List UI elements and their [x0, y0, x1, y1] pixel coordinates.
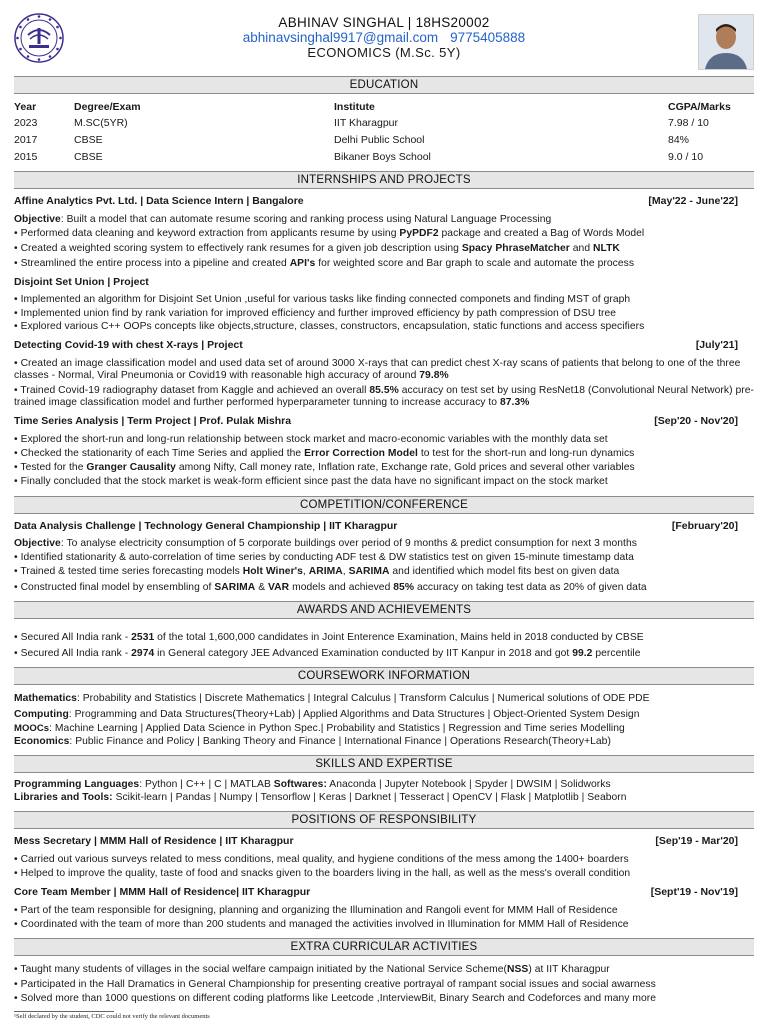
section-coursework: COURSEWORK INFORMATION	[14, 667, 754, 685]
footnote-rule	[14, 1011, 114, 1012]
candidate-name: ABHINAV SINGHAL | 18HS20002	[278, 15, 490, 30]
edu-cgpa: 9.0 / 10	[668, 151, 704, 163]
competition-objective: Objective: To analyse electricity consumption of 5 corporate buildings over period of 9 months & predict consumption for next 3 months	[14, 538, 637, 549]
edu-year: 2023	[14, 117, 38, 129]
header-year: Year	[14, 101, 37, 113]
project-title	[14, 276, 754, 288]
bullet-item: • Finally concluded that the stock market is weak-form efficient since past the data have no significant impact on the stock market	[14, 476, 608, 487]
position-title-text: Core Team Member | MMM Hall of Residence| IIT Kharagpur	[14, 886, 311, 898]
coursework-line: Economics: Public Finance and Policy | Banking Theory and Finance | International Finance | Operations Research(Theory+Lab)	[14, 736, 611, 747]
edu-degree: CBSE	[74, 134, 103, 146]
coursework-line: Mathematics: Probability and Statistics | Discrete Mathematics | Integral Calculus | Transform Calculus | Numerical solutions of ODE PDE	[14, 693, 650, 704]
bullet-item: • Participated in the Hall Dramatics in General Championship for presenting creative portrayal of rampant social issues and social awarness	[14, 979, 656, 990]
coursework-line: Computing: Programming and Data Structures(Theory+Lab) | Applied Algorithms and Data Structures | Object-Oriented System Design	[14, 709, 640, 720]
competition-title-text: Data Analysis Challenge | Technology General Championship | IIT Kharagpur	[14, 520, 398, 532]
header-cgpa: CGPA/Marks	[668, 101, 731, 113]
bullet-item: • Secured All India rank - 2974 in General category JEE Advanced Examination conducted by IIT Kanpur in 2018 and got 99.2 percentile	[14, 648, 641, 659]
project-title-text: Detecting Covid-19 with chest X-rays | Project	[14, 339, 243, 351]
skills-line: Libraries and Tools: Scikit-learn | Pandas | Numpy | Tensorflow | Keras | Darknet | Tesseract | OpenCV | Flask | Matplotlib | Seaborn	[14, 792, 627, 803]
section-positions: POSITIONS OF RESPONSIBILITY	[14, 811, 754, 829]
project-title	[14, 339, 754, 351]
project-title	[14, 195, 754, 207]
bullet-item: • Streamlined the entire process into a pipeline and created API's for weighted score and Bar graph to scale and automate the process	[14, 258, 635, 269]
skills-line: Programming Languages: Python | C++ | C | MATLAB Softwares: Anaconda | Jupyter Notebook | Spyder | DWSIM | Solidworks	[14, 779, 611, 790]
section-extracurricular: EXTRA CURRICULAR ACTIVITIES	[14, 938, 754, 956]
section-internships: INTERNSHIPS AND PROJECTS	[14, 171, 754, 189]
bullet-item: • Explored the short-run and long-run relationship between stock market and macro-economic variables with the monthly data set	[14, 434, 608, 445]
objective-text: : Built a model that can automate resume scoring and ranking process using Natural Language Processing	[60, 214, 552, 225]
footnote: ¹Self declared by the student, CDC could not verify the relevant documents	[14, 1013, 210, 1020]
contact-line	[0, 30, 768, 45]
bullet-item: • Implemented union find by rank variation for improved efficiency and further improved efficiency by path compression of DSU tree	[14, 308, 617, 319]
bullet-item: • Performed data cleaning and keyword extraction from applicants resume by using PyPDF2 package and created a Bag of Words Model	[14, 228, 645, 239]
phone-number[interactable]: 9775405888	[450, 30, 526, 45]
bullet-item: • Checked the stationarity of each Time Series and applied the Error Correction Model to test for the short-run and long-run dynamics	[14, 448, 635, 459]
edu-institute: Bikaner Boys School	[334, 151, 431, 163]
edu-year: 2015	[14, 151, 38, 163]
header-degree: Degree/Exam	[74, 101, 141, 113]
edu-degree: M.SC(5YR)	[74, 117, 128, 129]
bullet-item: • Explored various C++ OOPs concepts like objects,structure, classes, constructors, encapsulation, static functions and access specifiers	[14, 321, 645, 332]
department: ECONOMICS (M.Sc. 5Y)	[307, 45, 461, 60]
position-date: [Sep'19 - Mar'20]	[655, 835, 738, 847]
bullet-item: • Taught many students of villages in the social welfare campaign initiated by the National Service Scheme(NSS) at IIT Kharagpur	[14, 964, 610, 975]
competition-title	[14, 520, 754, 532]
section-education: EDUCATION	[14, 76, 754, 94]
bullet-item: • Created an image classification model and used data set of around 3000 X-rays that can predict chest X-ray scans of patients that belong to one of the three classes - Normal, Viral Pneumonia or Covid19 with reasonable high accuracy of around 79.8%	[14, 358, 741, 382]
bullet-item: • Constructed final model by ensembling of SARIMA & VAR models and achieved 85% accuracy on taking test data as 20% of given data	[14, 582, 647, 593]
bullet-item: • Carried out various surveys related to mess conditions, meal quality, and hygiene conditions of the mess among the 1400+ boarders	[14, 854, 629, 865]
position-title-text: Mess Secretary | MMM Hall of Residence | IIT Kharagpur	[14, 835, 294, 847]
objective-label: Objective	[14, 214, 61, 225]
email-link[interactable]: abhinavsinghal9917@gmail.com	[242, 30, 439, 45]
bullet-item: • Trained & tested time series forecasting models Holt Winer's, ARIMA, SARIMA and identified which model fits best on given data	[14, 566, 620, 577]
section-skills: SKILLS AND EXPERTISE	[14, 755, 754, 773]
bullet-item: • Part of the team responsible for designing, planning and organizing the Illumination and Rangoli event for MMM Hall of Residence	[14, 905, 618, 916]
bullet-item: • Coordinated with the team of more than 200 students and managed the activities involved in Illumination for MMM Hall of Residence	[14, 919, 629, 930]
bullet-item: • Secured All India rank - 2531 of the total 1,600,000 candidates in Joint Enterence Examination, Mains held in 2018 conducted by CBSE	[14, 632, 644, 643]
project-title-text: Disjoint Set Union | Project	[14, 276, 149, 288]
edu-year: 2017	[14, 134, 38, 146]
project-date: [May'22 - June'22]	[648, 195, 738, 207]
section-awards: AWARDS AND ACHIEVEMENTS	[14, 601, 754, 619]
project-date: [Sep'20 - Nov'20]	[654, 415, 738, 427]
edu-cgpa: 84%	[668, 134, 690, 146]
bullet-item: • Created a weighted scoring system to effectively rank resumes for a given job description using Spacy PhraseMatcher and NLTK	[14, 243, 620, 254]
bullet-item: • Trained Covid-19 radiography dataset from Kaggle and achieved an overall 85.5% accuracy on test set by using ResNet18 (Convolutional Neural Network) pre-trained image classification model and further performed hyperparameter tunning to increase accuracy to 87.3%	[14, 385, 754, 409]
project-date: [July'21]	[695, 339, 738, 351]
section-competition: COMPETITION/CONFERENCE	[14, 496, 754, 514]
edu-institute: Delhi Public School	[334, 134, 425, 146]
header-institute: Institute	[334, 101, 375, 113]
bullet-item: • Implemented an algorithm for Disjoint Set Union ,useful for various tasks like finding connected componets and finding MST of graph	[14, 294, 631, 305]
position-title	[14, 886, 754, 898]
project-title-text: Affine Analytics Pvt. Ltd. | Data Science Intern | Bangalore	[14, 195, 304, 207]
position-title	[14, 835, 754, 847]
edu-institute: IIT Kharagpur	[334, 117, 399, 129]
bullet-item: • Identified stationarity & auto-correlation of time series by conducting ADF test & DW statistics test on given 15-minute timestamp data	[14, 552, 634, 563]
project-title-text: Time Series Analysis | Term Project | Prof. Pulak Mishra	[14, 415, 292, 427]
edu-cgpa: 7.98 / 10	[668, 117, 709, 129]
coursework-line: MOOCs: Machine Learning | Applied Data Science in Python Spec.| Probability and Statistics | Regression and Time series Modelling	[14, 723, 625, 734]
edu-degree: CBSE	[74, 151, 103, 163]
bullet-item: • Helped to improve the quality, taste of food and snacks given to the boarders living in the hall, as well as the mess's overall condition	[14, 868, 631, 879]
position-date: [Sept'19 - Nov'19]	[650, 886, 738, 898]
bullet-item: • Solved more than 1000 questions on different coding platforms like Leetcode ,InterviewBit, Binary Search and Codeforces and many more	[14, 993, 657, 1004]
competition-date: [February'20]	[671, 520, 738, 532]
project-objective	[14, 214, 754, 226]
bullet-item: • Tested for the Granger Causality among Nifty, Call money rate, Inflation rate, Exchange rate, Gold prices and several other variables	[14, 462, 635, 473]
project-title	[14, 415, 754, 427]
